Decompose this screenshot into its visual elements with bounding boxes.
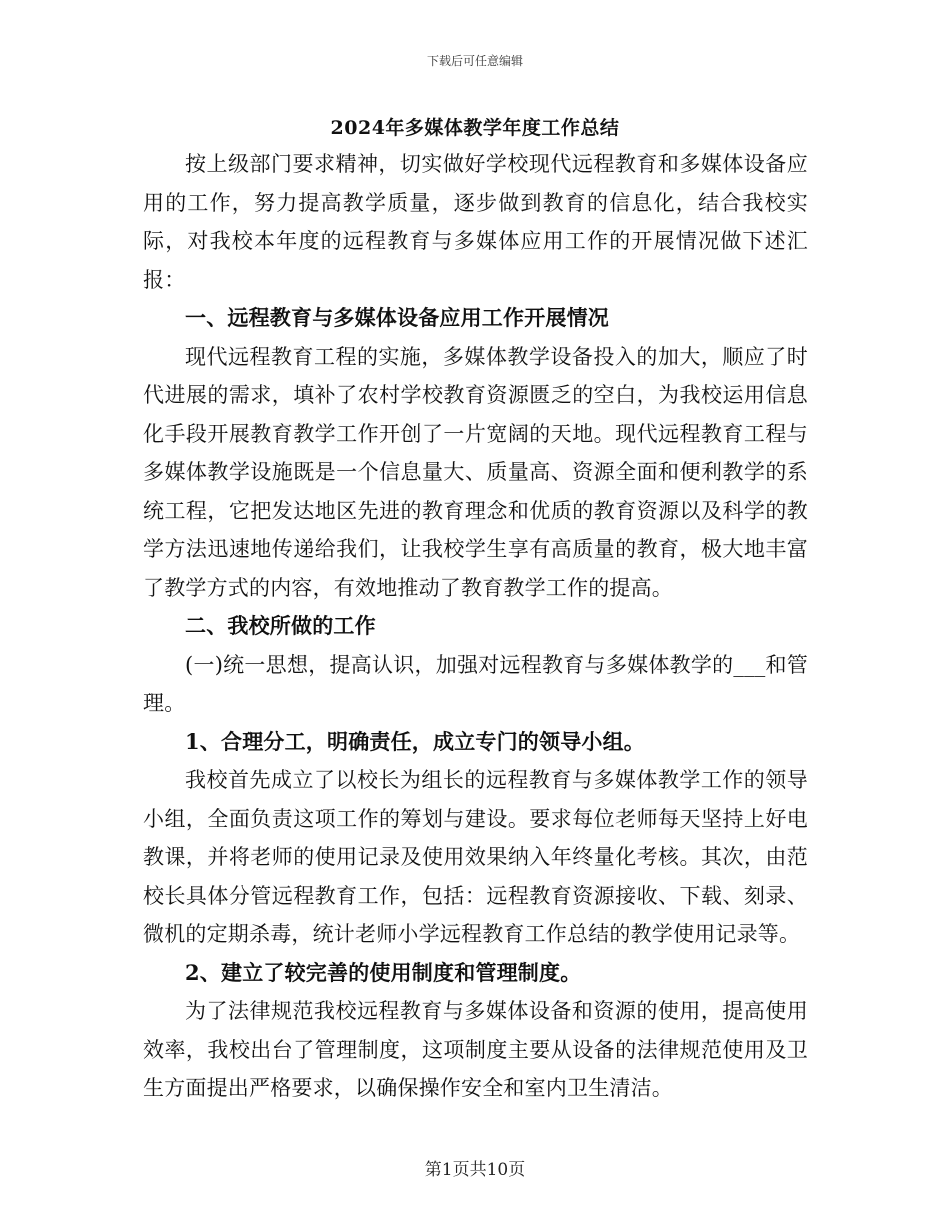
body-paragraph: 为了法律规范我校远程教育与多媒体设备和资源的使用，提高使用效率，我校出台了管理制度，这项制度主要从设备的法律规范使用及卫生方面提出严格要求，以确保操作安全和室内卫生清洁。 xyxy=(143,999,808,1100)
page-number: 第1页共10页 xyxy=(424,1160,526,1180)
page-header-note: 下载后可任意编辑 xyxy=(426,54,523,68)
body-paragraph: 现代远程教育工程的实施，多媒体教学设备投入的加大，顺应了时代进展的需求，填补了农村学校教育资源匮乏的空白，为我校运用信息化手段开展教育教学工作开创了一片宽阔的天地。现代远程教育工程与多媒体教学设施既是一个信息量大、质量高、资源全面和便利教学的系统工程，它把发达地区先进的教育理念和优质的教育资源以及科学的教学方法迅速地传递给我们，让我校学生享有高质量的教育，极大地丰富了教学方式的内容，有效地推动了教育教学工作的提高。 xyxy=(143,344,808,600)
section-heading-1: 一、远程教育与多媒体设备应用工作开展情况 xyxy=(185,305,609,330)
subheading-2: 2、建立了较完善的使用制度和管理制度。 xyxy=(185,959,582,985)
intro-paragraph: 按上级部门要求精神，切实做好学校现代远程教育和多媒体设备应用的工作，努力提高教学质量，逐步做到教育的信息化，结合我校实际，对我校本年度的远程教育与多媒体应用工作的开展情况做下述汇报： xyxy=(143,152,808,292)
subsection-paragraph: (一)统一思想，提高认识，加强对远程教育与多媒体教学的___和管理。 xyxy=(143,652,808,715)
section-heading-2: 二、我校所做的工作 xyxy=(185,613,376,638)
document-body xyxy=(143,145,808,1108)
body-paragraph: 我校首先成立了以校长为组长的远程教育与多媒体教学工作的领导小组，全面负责这项工作的筹划与建设。要求每位老师每天坚持上好电教课，并将老师的使用记录及使用效果纳入年终量化考核。其次，由范校长具体分管远程教育工作，包括：远程教育资源接收、下载、刻录、微机的定期杀毒，统计老师小学远程教育工作总结的教学使用记录等。 xyxy=(143,768,808,946)
document-title: 2024年多媒体教学年度工作总结 xyxy=(330,117,620,139)
subheading-1: 1、合理分工，明确责任，成立专门的领导小组。 xyxy=(185,728,646,754)
